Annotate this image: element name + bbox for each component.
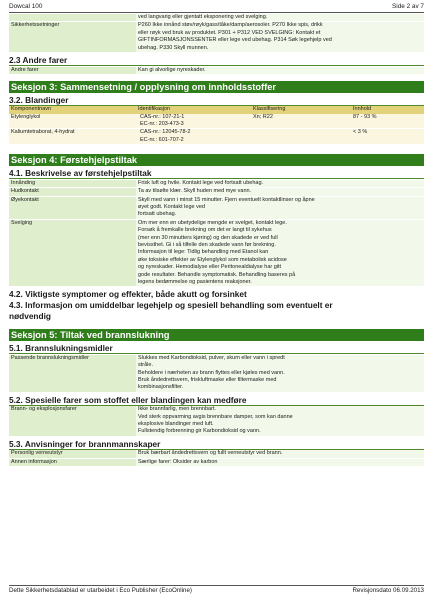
row-label: Hudkontakt: [9, 188, 136, 195]
subsection-heading: 5.1. Brannslukningsmidler: [9, 343, 113, 354]
info-row: [9, 220, 424, 288]
value-line: Ikke brannfarlig, men brennbart.: [138, 406, 216, 413]
table-row: [9, 129, 424, 145]
info-row: [9, 406, 424, 437]
value-line: eksplosive blandinger med luft.: [138, 421, 214, 428]
info-row: [9, 355, 424, 393]
value-line: Kan gi alvorlige nyreskader.: [138, 66, 206, 73]
subsection-heading: 4.3. Informasjon om umiddelbar legehjelp og spesiell behandling som eventuelt er: [9, 300, 333, 311]
row-value: [136, 220, 424, 287]
value-line: fortsatt ubehag.: [138, 211, 177, 218]
value-line: stråle.: [138, 362, 153, 369]
page-header: [9, 2, 424, 11]
component-id: [136, 114, 251, 129]
header-divider: [9, 12, 424, 13]
row-value: [136, 180, 424, 187]
component-content: 87 - 93 %: [353, 113, 377, 120]
ec-number: EC-nr.: 601-707-2: [140, 136, 184, 143]
value-line: bevissthet. Gi i så tilfelle den skadede vann før brekning.: [138, 242, 276, 249]
value-line: Bruk åndedrettsvern, friskluftmaske eller filtermaske med: [138, 376, 277, 383]
column-header: Klassifisering: [253, 106, 286, 113]
cas-number: CAS-nr.: 12045-78-2: [140, 129, 191, 136]
ec-number: EC-nr.: 203-473-3: [140, 121, 184, 128]
row-label: Andre farer: [9, 67, 136, 74]
value-line: gode resultater. Behandle symptomatisk. Behandling baseres på: [138, 271, 296, 278]
subsection-heading: 4.1. Beskrivelse av førstehjelpstiltak: [9, 168, 152, 179]
column-header: Komponentnavn: [11, 106, 52, 113]
subsection-heading: 4.2. Viktigste symptomer og effekter, både akutt og forsinket: [9, 289, 247, 300]
row-value: [136, 459, 424, 466]
row-value: [136, 355, 424, 392]
column-header: Identifikasjon: [138, 106, 171, 113]
row-value: [136, 450, 424, 457]
value-line: ved langvarig eller gjentatt eksponering ved svelging.: [138, 14, 268, 20]
component-content: < 3 %: [353, 129, 368, 136]
value-line: Om mer enn en ubetydelige mengde er svelget, kontakt lege.: [138, 219, 287, 226]
document-body: [9, 14, 424, 467]
info-row: [9, 180, 424, 188]
row-label: Passende brannslukningsmidler: [9, 355, 136, 392]
document-title: Dowcal 100: [9, 3, 43, 10]
value-line: øyet godt. Kontakt lege ved: [138, 203, 205, 210]
component-name: Kaliumtetraborat, 4-hydrat: [11, 129, 75, 136]
value-line: øke toksiske effekter av Etylenglykol som metabolisk acidose: [138, 256, 287, 263]
row-value: [136, 14, 424, 21]
component-id: [136, 129, 251, 144]
value-line: Fullstendig forbrenning gir Karbondioksid og vann.: [138, 428, 261, 435]
revision-date: Revisjonsdato 06.09.2013: [352, 587, 424, 594]
value-line: P260 Ikke innånd støv/røyk/gass/tåke/damp/aerosoler. P270 Ikke spis, drikk: [138, 22, 323, 29]
value-line: Slukkes med Karbondioksid, pulver, skum eller vann i spredt: [138, 354, 285, 361]
value-line: Forsøk å fremkalle brekning om det er langt til sykehus: [138, 227, 272, 234]
value-line: ubehag. P330 Skyll munnen.: [138, 44, 209, 51]
row-label: [9, 14, 136, 21]
subsection-heading: 3.2. Blandinger: [9, 94, 69, 105]
component-class: [251, 129, 351, 144]
row-label: Brann- og eksplosjonsfarer: [9, 406, 136, 436]
info-row: [9, 450, 424, 458]
row-label: Øyekontakt: [9, 197, 136, 219]
cas-number: CAS-nr.: 107-21-1: [140, 113, 185, 120]
components-table-header: [9, 106, 424, 113]
value-line: (mer enn 30 minutters kjøring) og den skadede er ved full: [138, 234, 278, 241]
component-class: Xn; R22: [253, 113, 273, 120]
section-banner: Seksjon 5: Tiltak ved brannslukning: [9, 329, 424, 341]
footer-source: Dette Sikkerhetsdatablad er utarbeidet i Eco Publisher (EcoOnline): [9, 587, 192, 594]
value-line: GIFTINFORMASJONSSENTER eller lege ved ubehag. P314 Søk legehjelp ved: [138, 37, 332, 44]
footer-divider: [9, 585, 424, 586]
info-row: [9, 197, 424, 220]
value-line: Frisk luft og hvile. Kontakt lege ved fortsatt ubehag.: [138, 179, 264, 186]
row-label: Svelging: [9, 220, 136, 287]
row-value: [136, 188, 424, 195]
subsection-heading: 2.3 Andre farer: [9, 55, 68, 66]
row-label: Personlig verneutstyr: [9, 450, 136, 457]
row-value: [136, 22, 424, 52]
value-line: Informasjon til lege: Tidlig behandling med Etanol kan: [138, 249, 269, 256]
value-line: eller røyk ved bruk av produktet. P301 + P312 VED SVELGING: Kontakt et: [138, 29, 321, 36]
value-line: Ved sterk oppvarming avgis brennbare damper, som kan danne: [138, 413, 293, 420]
page-number: Side 2 av 7: [392, 3, 424, 10]
info-row: [9, 67, 424, 75]
value-line: legens bedømmelse og pasientens reaksjoner.: [138, 279, 252, 286]
row-label: Sikkerhetssetninger: [9, 22, 136, 52]
value-line: Ta av tilsølte klær. Skyll huden med mye vann.: [138, 188, 252, 195]
column-header: Innhold: [353, 106, 372, 113]
section-banner: Seksjon 3: Sammensetning / opplysning om innholdsstoffer: [9, 81, 424, 93]
table-row: [9, 114, 424, 130]
info-row: [9, 459, 424, 467]
row-label: Annen informasjon: [9, 459, 136, 466]
subsection-heading-continued: nødvendig: [9, 310, 51, 321]
subsection-heading: 5.3. Anvisninger for brannmannskaper: [9, 438, 161, 449]
value-line: Særlige farer: Oksider av karbon: [138, 458, 218, 465]
section-banner: Seksjon 4: Førstehjelpstiltak: [9, 154, 424, 166]
value-line: kombinasjonsfilter.: [138, 384, 184, 391]
value-line: og nyreskader. Hemodialyse eller Peritonealdialyse har gitt: [138, 264, 282, 271]
value-line: Bruk bærbart åndedrettsvern og fullt verneutstyr ved brann.: [138, 450, 283, 457]
subsection-heading: 5.2. Spesielle farer som stoffet eller blandingen kan medføre: [9, 394, 247, 405]
info-row: [9, 22, 424, 53]
component-name: Etylenglykol: [11, 113, 41, 120]
row-label: Innånding: [9, 180, 136, 187]
row-value: [136, 406, 424, 436]
page-footer: [9, 587, 424, 594]
row-value: [136, 67, 424, 74]
info-row: [9, 188, 424, 196]
value-line: Beholdere i nærheten av brann flyttes eller kjøles med vann.: [138, 369, 285, 376]
value-line: Skyll med vann i minst 15 minutter. Fjern eventuelt kontaktlinser og åpne: [138, 196, 315, 203]
row-value: [136, 197, 424, 219]
